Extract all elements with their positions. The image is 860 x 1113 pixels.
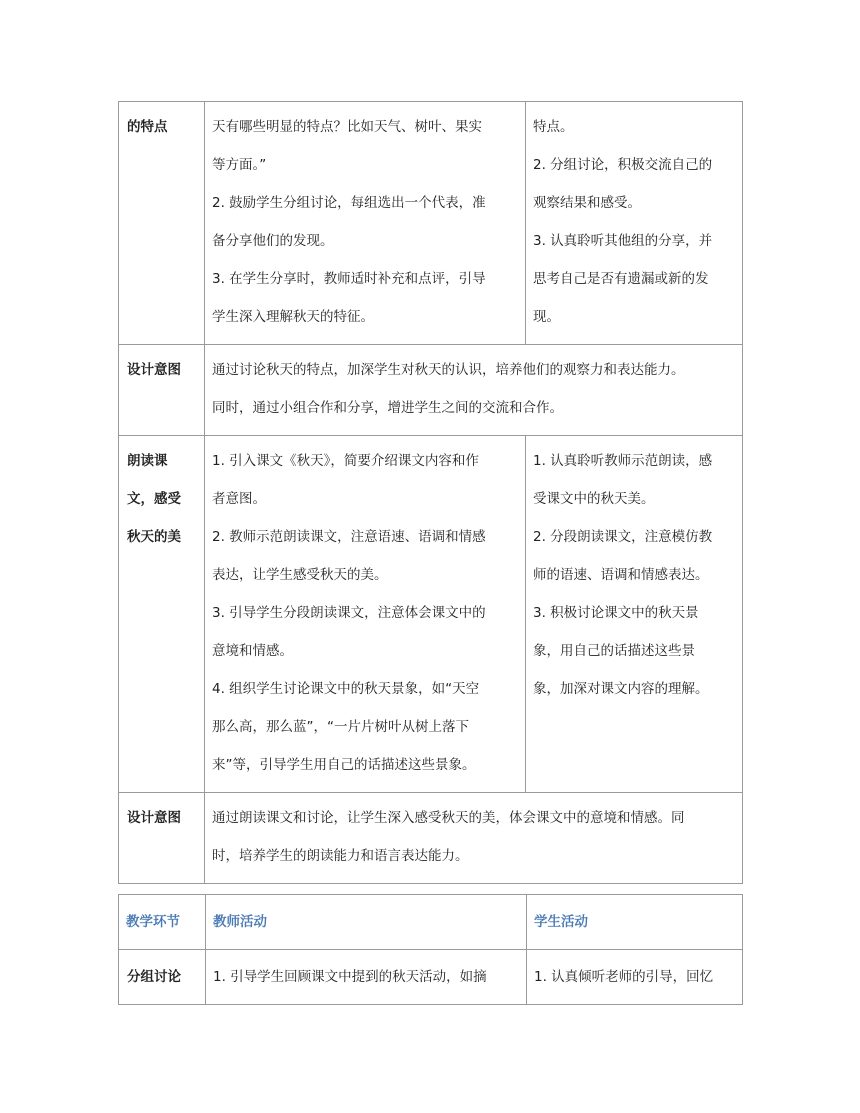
text-line: 时，培养学生的朗读能力和语言表达能力。 [212,848,469,864]
text-line: 天有哪些明显的特点？比如天气、树叶、果实 [212,119,482,135]
label-line: 文，感受 [127,491,181,507]
text-line: 学生深入理解秋天的特征。 [212,309,374,325]
row-label [119,436,205,793]
column-header-student: 学生活动 [527,895,743,950]
text-line: 3. 在学生分享时，教师适时补充和点评，引导 [212,271,486,287]
label-line: 秋天的美 [127,529,181,545]
text-line: 现。 [533,309,560,325]
row-label [119,793,205,884]
text-line: 3. 积极讨论课文中的秋天景 [533,605,699,621]
design-intent-cell [205,793,743,884]
text-line: 同时，通过小组合作和分享，增进学生之间的交流和合作。 [212,400,563,416]
table-row [119,950,743,1005]
text-line: 师的语速、语调和情感表达。 [533,567,709,583]
text-line: 1. 认真聆听教师示范朗读，感 [533,453,713,469]
text-line: 者意图。 [212,491,266,507]
text-line: 2. 鼓励学生分组讨论，每组选出一个代表，准 [212,195,486,211]
text-line: 思考自己是否有遗漏或新的发 [533,271,709,287]
table-row [119,345,743,436]
text-line: 2. 分段朗读课文，注意模仿教 [533,529,713,545]
text-line: 等方面。” [212,157,267,173]
label-line: 设计意图 [127,810,181,826]
text-line: 象，加深对课文内容的理解。 [533,681,709,697]
label-line: 朗读课 [127,453,168,469]
text-line: 意境和情感。 [212,643,293,659]
text-line: 通过朗读课文和讨论，让学生深入感受秋天的美，体会课文中的意境和情感。同 [212,810,685,826]
column-header-teacher: 教师活动 [206,895,527,950]
table-row [119,793,743,884]
text-line: 那么高，那么蓝”，“一片片树叶从树上落下 [212,719,469,735]
row-label [119,102,205,345]
text-line: 2. 分组讨论，积极交流自己的 [533,157,713,173]
text-line: 2. 教师示范朗读课文，注意语速、语调和情感 [212,529,486,545]
text-line: 1. 引入课文《秋天》，简要介绍课文内容和作 [212,453,479,469]
text-line: 通过讨论秋天的特点，加深学生对秋天的认识，培养他们的观察力和表达能力。 [212,362,685,378]
student-activity-cell [526,436,743,793]
table-header-row [119,895,743,950]
teacher-activity-cell [205,102,526,345]
text-line: 4. 组织学生讨论课文中的秋天景象，如“天空 [212,681,480,697]
text-line: 3. 认真聆听其他组的分享，并 [533,233,713,249]
text-line: 来”等，引导学生用自己的话描述这些景象。 [212,757,476,773]
row-label: 分组讨论 [119,950,206,1005]
teacher-activity-cell [205,436,526,793]
text-line: 3. 引导学生分段朗读课文，注意体会课文中的 [212,605,486,621]
text-line: 表达，让学生感受秋天的美。 [212,567,388,583]
column-header-stage: 教学环节 [119,895,206,950]
text-line: 受课文中的秋天美。 [533,491,655,507]
label-line: 的特点 [127,119,168,135]
text-line: 备分享他们的发现。 [212,233,334,249]
lesson-plan-table-2 [118,894,743,1005]
table-row [119,436,743,793]
student-activity-cell [526,102,743,345]
teacher-activity-cell: 1. 引导学生回顾课文中提到的秋天活动，如摘 [206,950,527,1005]
label-line: 设计意图 [127,362,181,378]
table-row [119,102,743,345]
row-label [119,345,205,436]
lesson-plan-table-1 [118,101,743,884]
text-line: 观察结果和感受。 [533,195,641,211]
text-line: 特点。 [533,119,574,135]
design-intent-cell [205,345,743,436]
student-activity-cell: 1. 认真倾听老师的引导，回忆 [527,950,743,1005]
text-line: 象，用自己的话描述这些景 [533,643,695,659]
